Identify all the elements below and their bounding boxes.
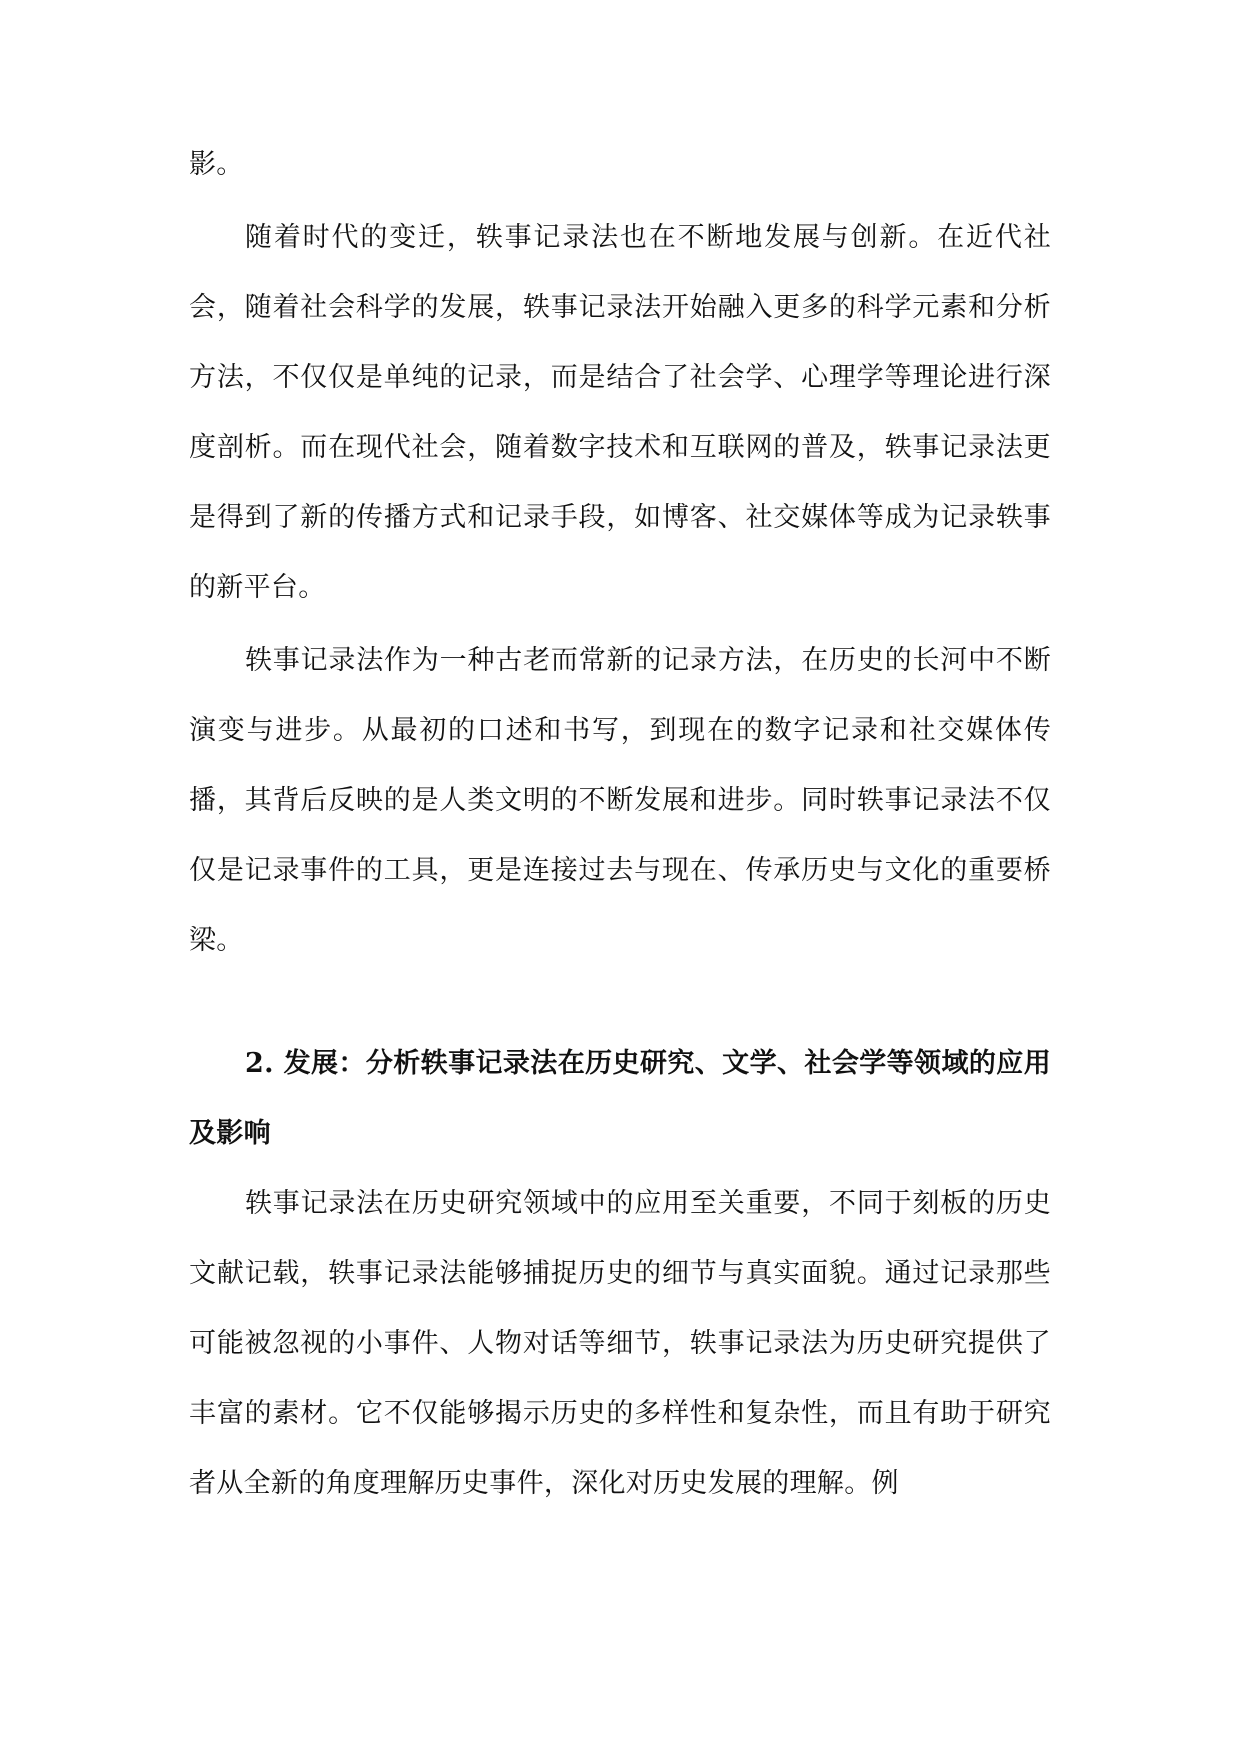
paragraph-significance: 轶事记录法作为一种古老而常新的记录方法，在历史的长河中不断演变与进步。从最初的口述和书写，到现在的数字记录和社交媒体传播，其背后反映的是人类文明的不断发展和进步。同时轶事记录法不仅仅是记录事件的工具，更是连接过去与现在、传承历史与文化的重要桥梁。 bbox=[189, 645, 1051, 956]
paragraph-continuation: 影。 bbox=[189, 149, 244, 180]
document-page bbox=[189, 130, 1051, 1519]
section-heading: 2. 发展：分析轶事记录法在历史研究、文学、社会学等领域的应用及影响 bbox=[189, 1048, 1051, 1149]
paragraph-evolution: 随着时代的变迁，轶事记录法也在不断地发展与创新。在近代社会，随着社会科学的发展，轶事记录法开始融入更多的科学元素和分析方法，不仅仅是单纯的记录，而是结合了社会学、心理学等理论进行深度剖析。而在现代社会，随着数字技术和互联网的普及，轶事记录法更是得到了新的传播方式和记录手段，如博客、社交媒体等成为记录轶事的新平台。 bbox=[189, 222, 1051, 603]
paragraph-history-research: 轶事记录法在历史研究领域中的应用至关重要，不同于刻板的历史文献记载，轶事记录法能够捕捉历史的细节与真实面貌。通过记录那些可能被忽视的小事件、人物对话等细节，轶事记录法为历史研究提供了丰富的素材。它不仅能够揭示历史的多样性和复杂性，而且有助于研究者从全新的角度理解历史事件，深化对历史发展的理解。例 bbox=[189, 1188, 1051, 1499]
